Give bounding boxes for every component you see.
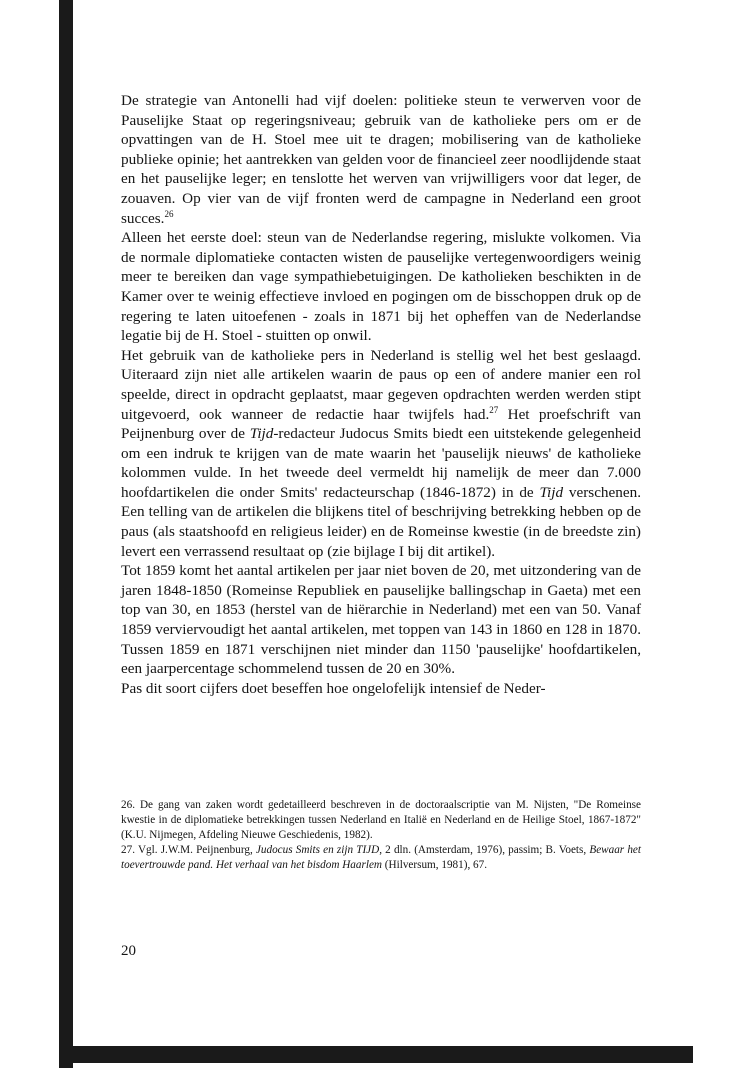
body-text: [121, 91, 641, 698]
scan-border-left: [59, 0, 73, 1068]
scan-border-bottom: [59, 1046, 693, 1063]
footnote-ref-26[interactable]: 26: [164, 208, 174, 219]
footnote-26: 26. De gang van zaken wordt gedetailleerd beschreven in de doctoraalscriptie van M. Nijsten, "De Romeinse kwestie in de diplomatieke betrekkingen tussen Nederland en Italië en Nederland en de Heilige Stoel, 1867-1872" (K.U. Nijmegen, Afdeling Nieuwe Geschiedenis, 1982).: [121, 799, 641, 841]
paragraph-1: De strategie van Antonelli had vijf doelen: politieke steun te verwerven voor de Pauselijke Staat op regeringsniveau; gebruik van de katholieke pers om er de opvattingen van de H. Stoel mee uit te dragen; mobilisering van de katholieke publieke opinie; het aantrekken van gelden voor de financieel zeer noodlijdende staat en het pauselijke leger; en tenslotte het werven van vrijwilligers voor dat leger, de zouaven. Op vier van de vijf fronten werd de campagne in Nederland een groot succes.$^{26}$: [121, 92, 641, 227]
page-number: 20: [121, 943, 136, 959]
italic-title: Tijd: [249, 425, 274, 443]
paragraph-3: Het gebruik van de katholieke pers in Nederland is stellig wel het best geslaagd. Uiteraard zijn niet alle artikelen waarin de paus op een of andere manier een rol speelde, direct in opdracht geplaatst, maar gegeven opdrachten werden werden stipt uitgevoerd, ook wanneer de redactie haar twijfels had.$^{27}$ Het proefschrift van Peijnenburg over de Tijd-redacteur Judocus Smits biedt een uitstekende gelegenheid om een indruk te krijgen van de mate waarin het 'pauselijk nieuws' de katholieke kolommen vulde. In het tweede deel vermeldt hij namelijk de meer dan 7.000 hoofdartikelen die onder Smits' redacteurschap (1846-1872) in de Tijd verschenen. Een telling van de artikelen die blijkens titel of beschrijving betrekking hebben op de paus (als staatshoofd en religieus leider) en de Romeinse kwestie (in de breedste zin) levert een verrassend resultaat op (zie bijlage I bij dit artikel).: [121, 346, 642, 560]
paragraph-4: Tot 1859 komt het aantal artikelen per jaar niet boven de 20, met uitzondering van de jaren 1848-1850 (Romeinse Republiek en pauselijke ballingschap in Gaeta) met een top van 30, en 1853 (herstel van de hiërarchie in Nederland) met een van 50. Vanaf 1859 verviervoudigt het aantal artikelen, met toppen van 143 in 1860 en 128 in 1870. Tussen 1859 en 1871 verschijnen niet minder dan 1150 'pauselijke' hoofdartikelen, een jaarpercentage schommelend tussen de 20 en 30%.: [121, 562, 641, 678]
footnotes: [121, 798, 641, 873]
paragraph-2: Alleen het eerste doel: steun van de Nederlandse regering, mislukte volkomen. Via de normale diplomatieke contacten wisten de pauselijke vertegenwoordigers weinig meer te bereiken dan vage sympathiebetuigingen. De katholieken beschikten in de Kamer over te weinig effectieve invloed en pogingen om de bisschoppen druk op de regering te laten uitoefenen - zoals in 1871 bij het opheffen van de Nederlandse legatie bij de H. Stoel - stuitten op onwil.: [121, 229, 641, 345]
italic-title: Tijd: [539, 483, 564, 501]
footnote-27: 27. Vgl. J.W.M. Peijnenburg, Judocus Smits en zijn TIJD, 2 dln. (Amsterdam, 1976), passim; B. Voets, Bewaar het toevertrouwde pand. Het verhaal van het bisdom Haarlem (Hilversum, 1981), 67.: [121, 843, 641, 871]
footnote-ref-27[interactable]: 27: [489, 404, 499, 415]
paragraph-5: Pas dit soort cijfers doet beseffen hoe ongelofelijk intensief de Neder-: [121, 679, 546, 697]
